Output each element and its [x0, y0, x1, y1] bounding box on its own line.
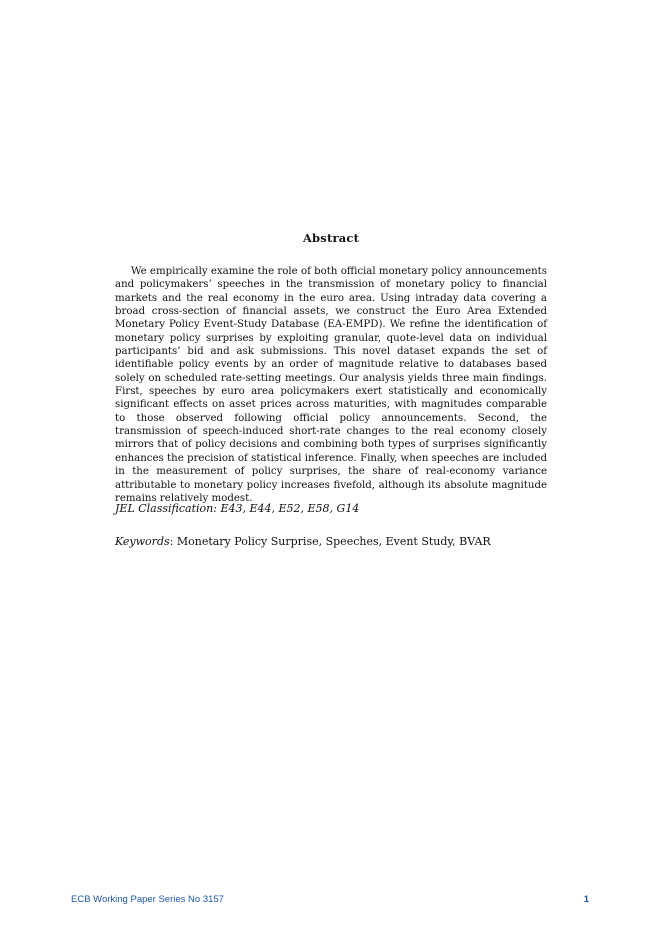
keywords-separator: : [169, 535, 177, 548]
jel-classification: JEL Classification: E43, E44, E52, E58, G14 [115, 502, 360, 515]
keywords-value: Monetary Policy Surprise, Speeches, Event Study, BVAR [176, 535, 491, 548]
abstract-heading: Abstract [302, 231, 360, 245]
keywords-label: Keywords [115, 535, 170, 548]
abstract-text: We empirically examine the role of both official monetary policy announcements and policymakers’ speeches in the transmission of monetary policy to financial markets and the real economy in the euro area. Using intraday data covering a broad cross-section of financial assets, we construct the Euro Area Extended Monetary Policy Event-Study Database (EA-EMPD). We refine the identification of monetary policy surprises by exploiting granular, quote-level data on individual participants’ bid and ask submissions. This novel dataset expands the set of identifiable policy events by an order of magnitude relative to databases based solely on scheduled rate-setting meetings. Our analysis yields three main findings. First, speeches by euro area policymakers exert statistically and economically significant effects on asset prices across maturities, with magnitudes comparable to those observed following official policy announcements. Second, the transmission of speech-induced short-rate changes to the real economy closely mirrors that of policy decisions and combining both types of surprises significantly enhances the precision of statistical inference. Finally, when speeches are included in the measurement of policy surprises, the share of real-economy variance attributable to monetary policy increases fivefold, although its absolute magnitude remains relatively modest. [115, 266, 547, 504]
footer-page-number: 1 [583, 894, 589, 905]
footer-series-title: ECB Working Paper Series No 3157 [71, 894, 224, 905]
keywords-line [115, 535, 491, 548]
